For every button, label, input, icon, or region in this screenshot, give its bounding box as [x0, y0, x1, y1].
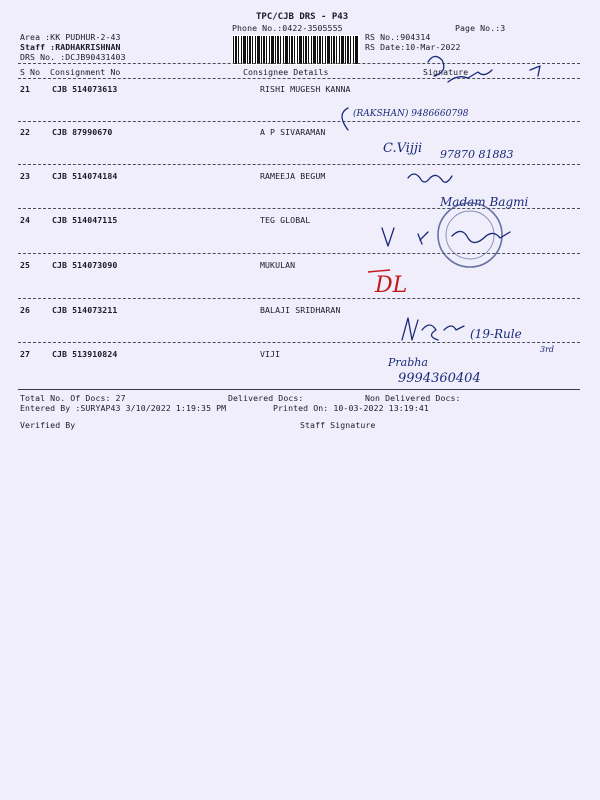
row-22-sno: 22: [20, 127, 31, 137]
row-divider: [18, 298, 580, 299]
col-consignee: Consignee Details: [243, 67, 329, 77]
staff-signature-label: Staff Signature: [300, 420, 376, 430]
header-divider: [18, 63, 580, 64]
row-27-signature-name: Prabha: [388, 356, 428, 369]
row-24-consignee: TEG GLOBAL: [260, 215, 311, 225]
row-22-consignment: CJB 87990670: [52, 127, 113, 137]
rs-date: RS Date:10-Mar-2022: [365, 42, 461, 52]
row-22-signature-name: C.Vijji: [383, 141, 423, 156]
row-27-consignee: VIJI: [260, 349, 281, 359]
staff-label: Staff :RADHAKRISHNAN: [20, 42, 121, 52]
row-21-consignee: RISHI MUGESH KANNA: [260, 84, 351, 94]
col-consignment: Consignment No: [50, 67, 121, 77]
row-25-remark: DL: [375, 273, 408, 298]
row-21-sno: 21: [20, 84, 31, 94]
row-divider: [18, 208, 580, 209]
row-26-signature: (19-Rule: [470, 327, 522, 341]
row-21-signature: (RAKSHAN) 9486660798: [353, 109, 469, 119]
document-title: TPC/CJB DRS - P43: [256, 12, 349, 22]
entered-by: Entered By :SURYAP43 3/10/2022 1:19:35 PM: [20, 403, 227, 413]
row-23-consignee: RAMEEJA BEGUM: [260, 171, 326, 181]
row-27-consignment: CJB 513910824: [52, 349, 118, 359]
col-sno: S No: [20, 67, 41, 77]
verified-by: Verified By: [20, 420, 76, 430]
delivered-docs: Delivered Docs:: [228, 393, 304, 403]
row-24-sno: 24: [20, 215, 31, 225]
drs-number: DRS No. :DCJB90431403: [20, 52, 126, 62]
rs-number: RS No.:904314: [365, 32, 431, 42]
row-divider: [18, 121, 580, 122]
row-26-consignment: CJB 514073211: [52, 305, 118, 315]
non-delivered-docs: Non Delivered Docs:: [365, 393, 461, 403]
row-23-sno: 23: [20, 171, 31, 181]
row-26-sno: 26: [20, 305, 31, 315]
printed-on: Printed On: 10-03-2022 13:19:41: [273, 403, 429, 413]
column-header-divider: [18, 78, 580, 79]
row-23-consignment: CJB 514074184: [52, 171, 118, 181]
row-22-consignee: A P SIVARAMAN: [260, 127, 326, 137]
row-25-consignment: CJB 514073090: [52, 260, 118, 270]
barcode: [232, 35, 360, 65]
area-label: Area :KK PUDHUR-2-43: [20, 32, 121, 42]
row-25-sno: 25: [20, 260, 31, 270]
row-21-consignment: CJB 514073613: [52, 84, 118, 94]
page-number: Page No.:3: [455, 23, 506, 33]
row-26-consignee: BALAJI SRIDHARAN: [260, 305, 341, 315]
row-divider: [18, 253, 580, 254]
row-24-consignment: CJB 514047115: [52, 215, 118, 225]
row-divider: [18, 342, 580, 343]
row-22-signature-phone: 97870 81883: [440, 148, 514, 161]
row-27-signature-phone: 9994360404: [398, 371, 481, 386]
row-27-sno: 27: [20, 349, 31, 359]
total-docs: Total No. Of Docs: 27: [20, 393, 126, 403]
row-divider: [18, 164, 580, 165]
row-25-consignee: MUKULAN: [260, 260, 296, 270]
phone-number: Phone No.:0422-3505555: [232, 23, 343, 33]
footer-divider: [18, 389, 580, 390]
row-26-note: 3rd: [540, 345, 555, 354]
col-signature: Signature: [423, 67, 469, 77]
row-23-signature: Madam Bagmi: [440, 195, 529, 209]
